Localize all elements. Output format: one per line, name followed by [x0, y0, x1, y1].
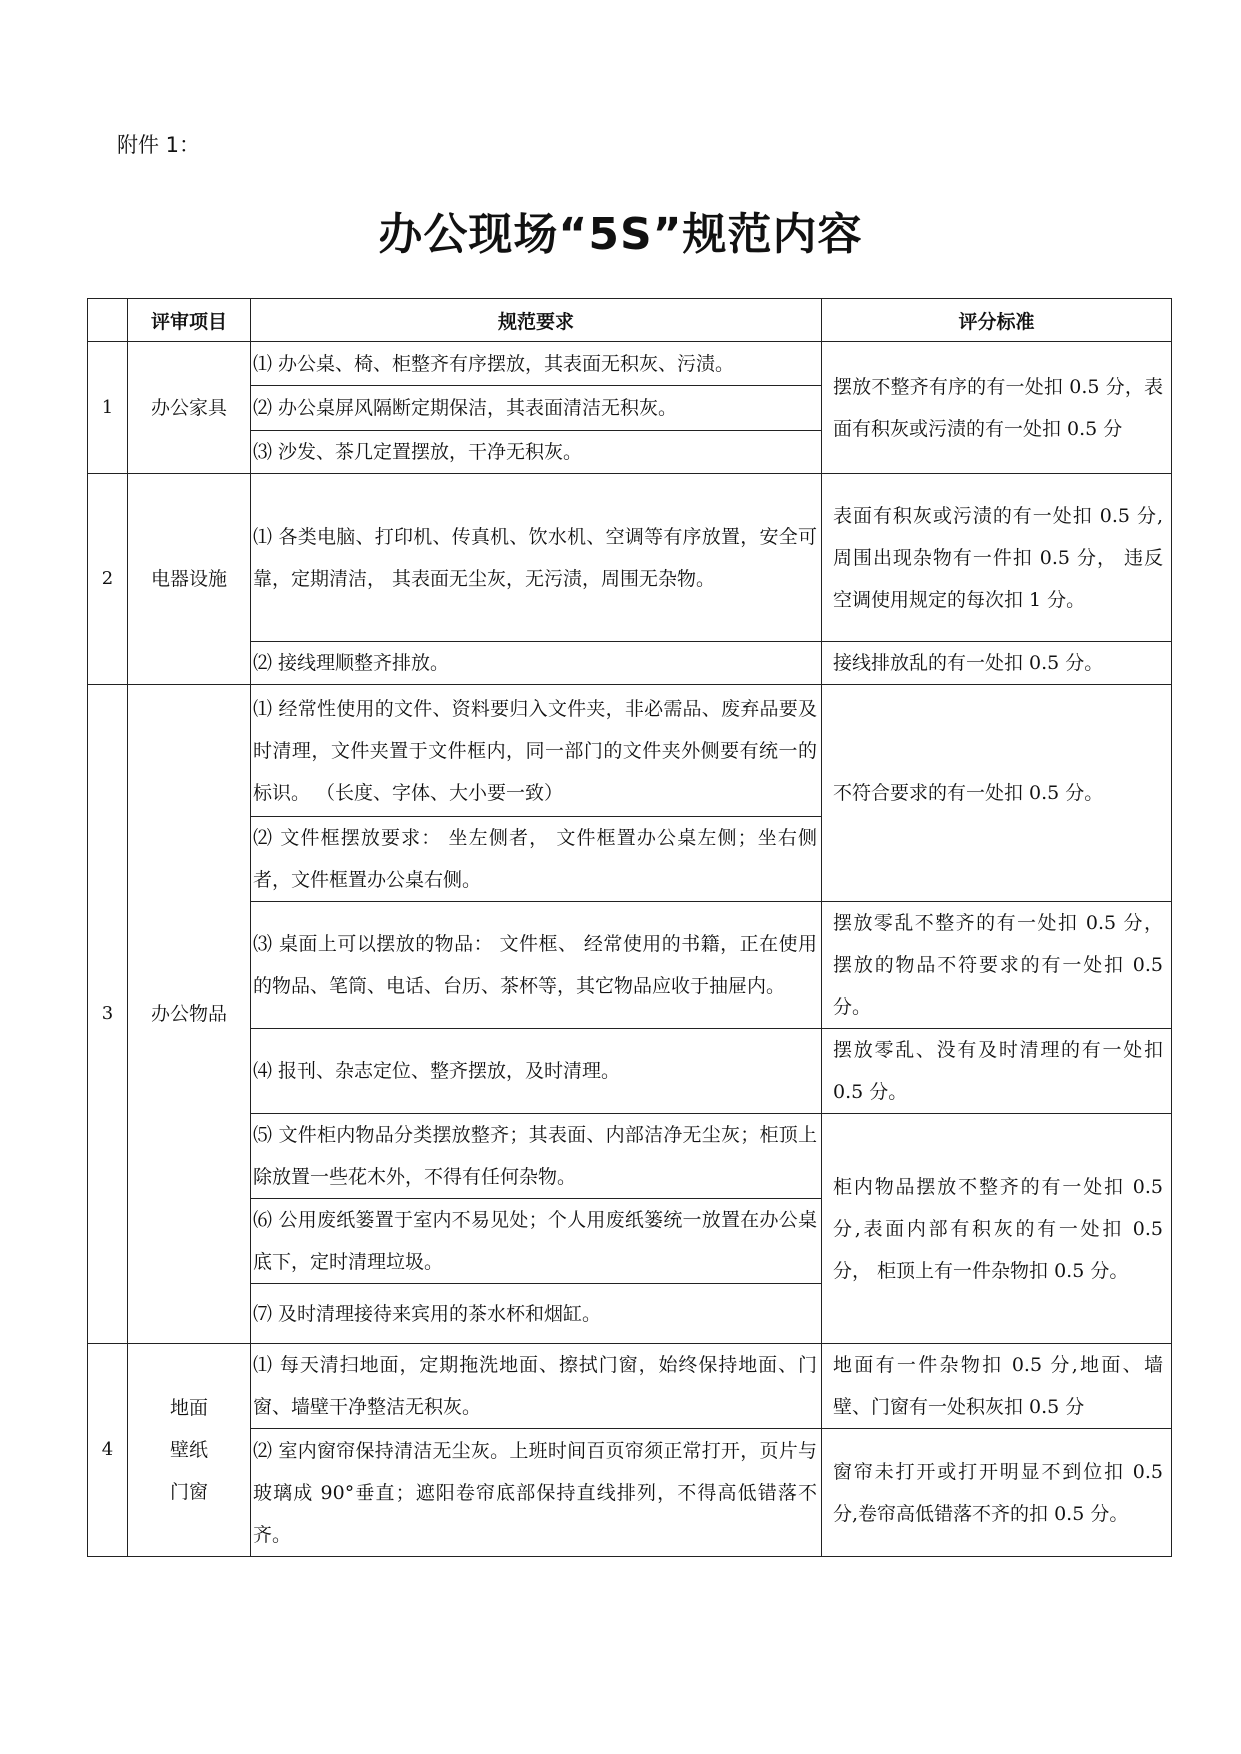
requirement-cell: ⑴ 经常性使用的文件、资料要归入文件夹，非必需品、废弃品要及时清理，文件夹置于文件框内，同一部门的文件夹外侧要有统一的标识。 （长度、字体、大小要一致） [251, 685, 822, 817]
table-row [88, 1429, 1172, 1557]
table-row [88, 1029, 1172, 1114]
attachment-label: 附件 1： [117, 133, 201, 157]
requirement-cell: ⑵ 办公桌屏风隔断定期保洁，其表面清洁无积灰。 [251, 386, 822, 431]
review-item: 办公家具 [128, 342, 251, 474]
review-item-line: 壁纸 [169, 1439, 208, 1461]
row-number: 1 [88, 342, 128, 474]
review-item-line: 地面 [169, 1397, 208, 1419]
requirement-cell: ⑵ 室内窗帘保持清洁无尘灰。上班时间百页帘须正常打开，页片与玻璃成 90°垂直；遮阳卷帘底部保持直线排列，不得高低错落不齐。 [251, 1429, 822, 1557]
header-requirement: 规范要求 [251, 299, 822, 342]
requirement-cell: ⑺ 及时清理接待来宾用的茶水杯和烟缸。 [251, 1284, 822, 1344]
table-row [88, 685, 1172, 817]
standard-cell: 地面有一件杂物扣 0.5 分,地面、墙壁、门窗有一处积灰扣 0.5 分 [822, 1344, 1172, 1429]
standard-cell: 摆放零乱、没有及时清理的有一处扣 0.5 分。 [822, 1029, 1172, 1114]
review-item: 电器设施 [128, 474, 251, 685]
table-row [88, 642, 1172, 685]
review-item: 办公物品 [128, 685, 251, 1344]
standard-cell: 摆放不整齐有序的有一处扣 0.5 分，表面有积灰或污渍的有一处扣 0.5 分 [822, 342, 1172, 474]
header-item: 评审项目 [128, 299, 251, 342]
requirement-cell: ⑴ 各类电脑、打印机、传真机、饮水机、空调等有序放置，安全可靠，定期清洁， 其表面无尘灰，无污渍，周围无杂物。 [251, 474, 822, 642]
standard-cell: 接线排放乱的有一处扣 0.5 分。 [822, 642, 1172, 685]
requirement-cell: ⑹ 公用废纸篓置于室内不易见处；个人用废纸篓统一放置在办公桌底下，定时清理垃圾。 [251, 1199, 822, 1284]
requirement-cell: ⑵ 接线理顺整齐排放。 [251, 642, 822, 685]
review-item [128, 1344, 251, 1557]
review-item-line: 门窗 [169, 1481, 208, 1503]
row-number: 3 [88, 685, 128, 1344]
standard-cell: 柜内物品摆放不整齐的有一处扣 0.5 分,表面内部有积灰的有一处扣 0.5 分， 柜顶上有一件杂物扣 0.5 分。 [822, 1114, 1172, 1344]
row-number: 4 [88, 1344, 128, 1557]
requirement-cell: ⑶ 沙发、茶几定置摆放，干净无积灰。 [251, 431, 822, 474]
requirement-cell: ⑴ 每天清扫地面，定期拖洗地面、擦拭门窗，始终保持地面、门窗、墙壁干净整洁无积灰。 [251, 1344, 822, 1429]
header-standard: 评分标准 [822, 299, 1172, 342]
table-row [88, 474, 1172, 642]
standards-table [87, 298, 1172, 1557]
requirement-cell: ⑸ 文件柜内物品分类摆放整齐；其表面、内部洁净无尘灰；柜顶上除放置一些花木外，不得有任何杂物。 [251, 1114, 822, 1199]
requirement-cell: ⑴ 办公桌、椅、柜整齐有序摆放，其表面无积灰、污渍。 [251, 342, 822, 386]
row-number: 2 [88, 474, 128, 685]
table-row [88, 1344, 1172, 1429]
page-title: 办公现场“5S”规范内容 [378, 209, 863, 260]
standard-cell: 摆放零乱不整齐的有一处扣 0.5 分， 摆放的物品不符要求的有一处扣 0.5 分。 [822, 902, 1172, 1029]
standard-cell: 窗帘未打开或打开明显不到位扣 0.5 分,卷帘高低错落不齐的扣 0.5 分。 [822, 1429, 1172, 1557]
requirement-cell: ⑶ 桌面上可以摆放的物品： 文件框、 经常使用的书籍，正在使用的物品、笔筒、电话、台历、茶杯等，其它物品应收于抽屉内。 [251, 902, 822, 1029]
table-header-row [88, 299, 1172, 342]
header-no [88, 299, 128, 342]
requirement-cell: ⑷ 报刊、杂志定位、整齐摆放，及时清理。 [251, 1029, 822, 1114]
table-row [88, 342, 1172, 386]
table-row [88, 1114, 1172, 1199]
standard-cell: 不符合要求的有一处扣 0.5 分。 [822, 685, 1172, 902]
table-row [88, 902, 1172, 1029]
requirement-cell: ⑵ 文件框摆放要求： 坐左侧者， 文件框置办公桌左侧；坐右侧者，文件框置办公桌右侧。 [251, 817, 822, 902]
standard-cell: 表面有积灰或污渍的有一处扣 0.5 分,周围出现杂物有一件扣 0.5 分， 违反空调使用规定的每次扣 1 分。 [822, 474, 1172, 642]
